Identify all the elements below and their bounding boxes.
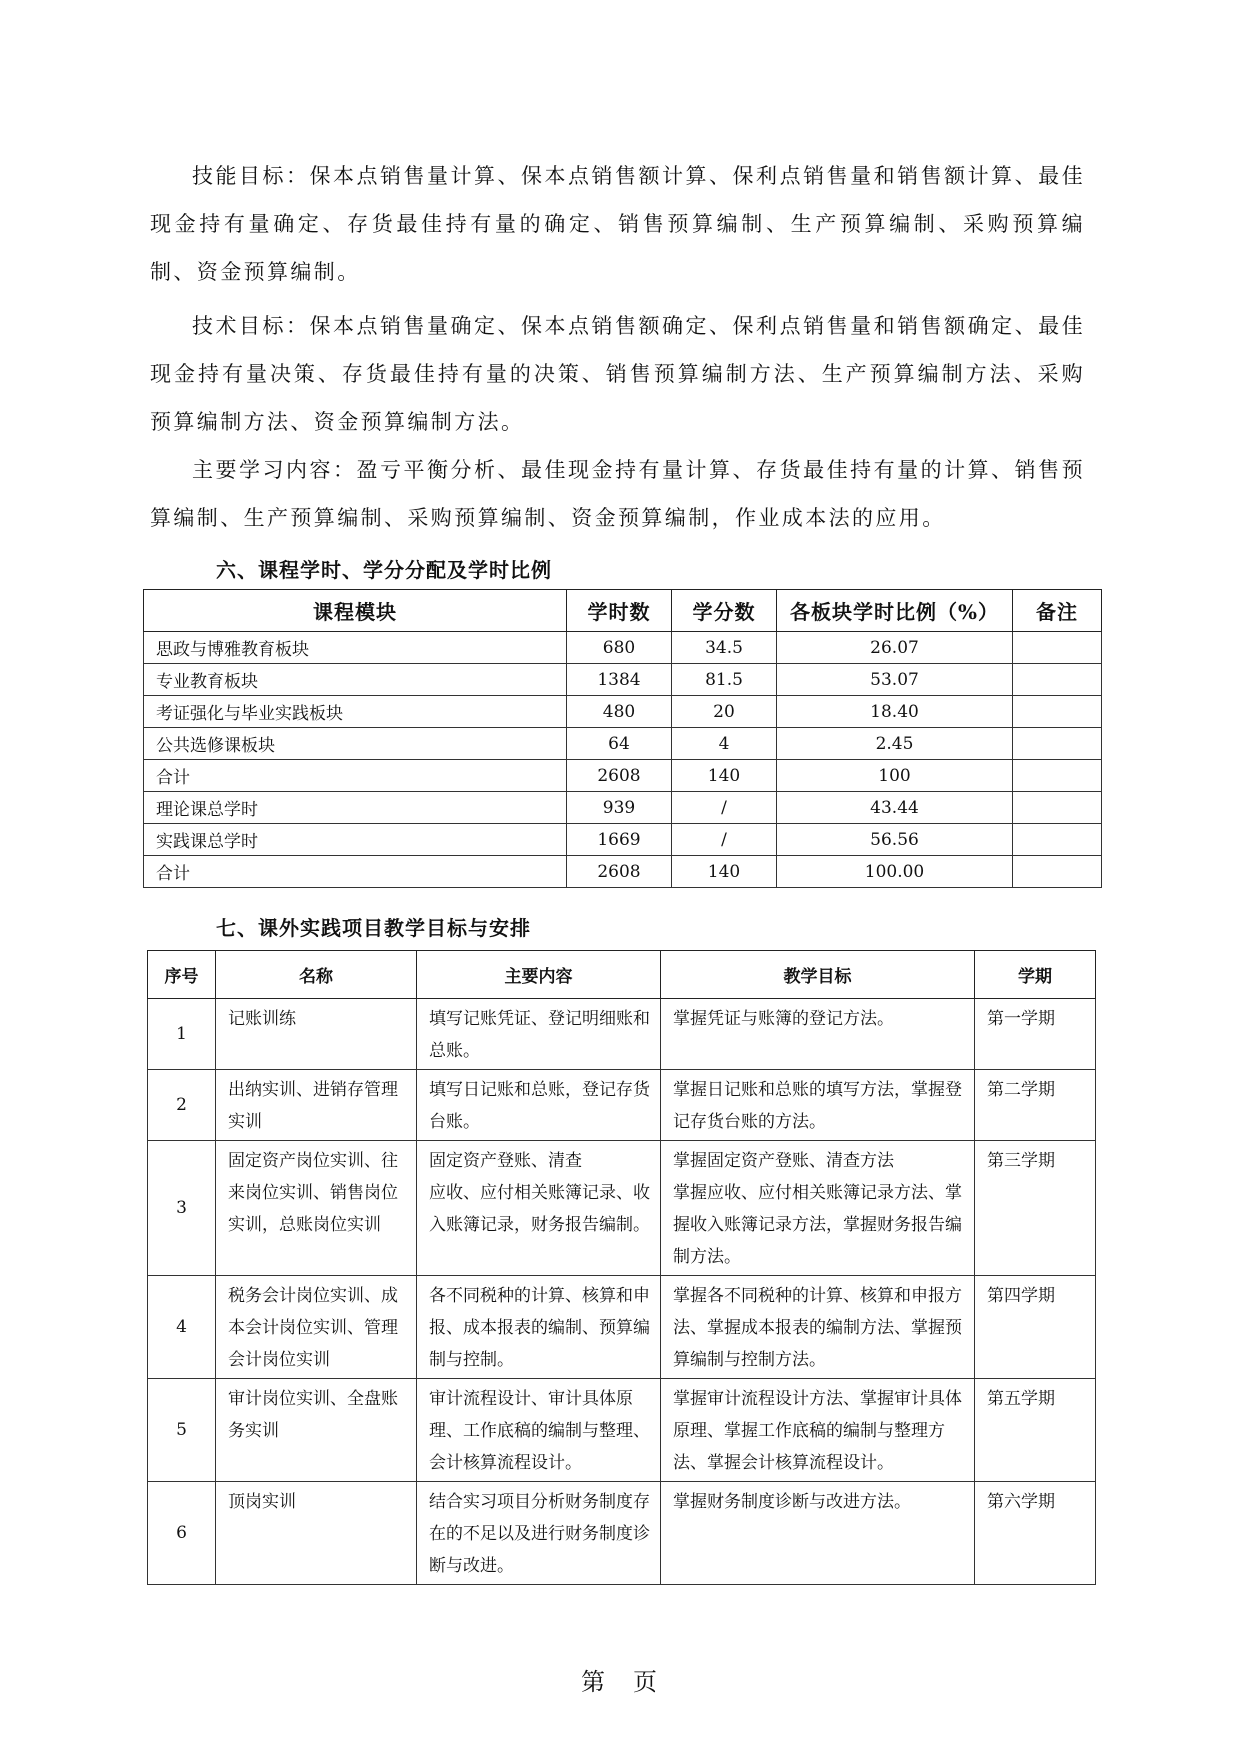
table-cell: 掌握日记账和总账的填写方法，掌握登记存货台账的方法。 xyxy=(661,1070,975,1141)
table-cell xyxy=(1013,664,1102,696)
table-cell: 合计 xyxy=(144,760,567,792)
table-row xyxy=(148,1070,1096,1141)
table-row xyxy=(148,1482,1096,1585)
page-footer: 第 页 xyxy=(581,1668,659,1696)
table-cell: 结合实习项目分析财务制度存在的不足以及进行财务制度诊断与改进。 xyxy=(417,1482,661,1585)
table-cell: 考证强化与毕业实践板块 xyxy=(144,696,567,728)
main-content-paragraph: 主要学习内容：盈亏平衡分析、最佳现金持有量计算、存货最佳持有量的计算、销售预算编制、生产预算编制、采购预算编制、资金预算编制，作业成本法的应用。 xyxy=(150,458,1085,530)
practice-projects-table-body xyxy=(148,999,1096,1585)
table-cell xyxy=(1013,760,1102,792)
tech-goal-paragraph: 技术目标：保本点销售量确定、保本点销售额确定、保利点销售量和销售额确定、最佳现金持有量决策、存货最佳持有量的决策、销售预算编制方法、生产预算编制方法、采购预算编制方法、资金预算编制方法。 xyxy=(150,314,1085,434)
table-cell xyxy=(1013,728,1102,760)
table-cell: 2 xyxy=(148,1070,216,1141)
table-row xyxy=(144,856,1102,888)
table-cell: 记账训练 xyxy=(216,999,417,1070)
table-row xyxy=(144,792,1102,824)
table-cell: 140 xyxy=(672,856,777,888)
table-cell: 实践课总学时 xyxy=(144,824,567,856)
table-cell: 480 xyxy=(567,696,672,728)
column-header: 名称 xyxy=(216,951,417,999)
table-cell: 4 xyxy=(672,728,777,760)
table-cell: 81.5 xyxy=(672,664,777,696)
table-cell: 掌握固定资产登账、清查方法 掌握应收、应付相关账簿记录方法、掌握收入账簿记录方法，掌握财务报告编制方法。 xyxy=(661,1141,975,1276)
table-cell: 专业教育板块 xyxy=(144,664,567,696)
table-cell: 顶岗实训 xyxy=(216,1482,417,1585)
table-cell: 固定资产岗位实训、往来岗位实训、销售岗位实训，总账岗位实训 xyxy=(216,1141,417,1276)
table-cell: 掌握凭证与账簿的登记方法。 xyxy=(661,999,975,1070)
table-header-row xyxy=(148,951,1096,999)
column-header: 备注 xyxy=(1013,590,1102,632)
table-cell: 固定资产登账、清查 应收、应付相关账簿记录、收入账簿记录，财务报告编制。 xyxy=(417,1141,661,1276)
table-cell: 100.00 xyxy=(777,856,1013,888)
table-cell xyxy=(1013,824,1102,856)
table-row xyxy=(144,760,1102,792)
credit-hours-table xyxy=(143,589,1102,888)
table-row xyxy=(144,664,1102,696)
table-cell: 第二学期 xyxy=(975,1070,1096,1141)
table-cell: 53.07 xyxy=(777,664,1013,696)
table-cell: 1669 xyxy=(567,824,672,856)
table-cell: / xyxy=(672,792,777,824)
table-cell: 939 xyxy=(567,792,672,824)
table-cell: 填写日记账和总账，登记存货台账。 xyxy=(417,1070,661,1141)
table-cell: 43.44 xyxy=(777,792,1013,824)
table-cell: 6 xyxy=(148,1482,216,1585)
table-row xyxy=(148,1379,1096,1482)
table-cell: 2608 xyxy=(567,760,672,792)
table-cell: 100 xyxy=(777,760,1013,792)
table-cell: 18.40 xyxy=(777,696,1013,728)
practice-projects-table xyxy=(147,950,1096,1585)
table-cell xyxy=(1013,632,1102,664)
table-row xyxy=(148,1141,1096,1276)
column-header: 各板块学时比例（%） xyxy=(777,590,1013,632)
table-cell: 掌握各不同税种的计算、核算和申报方法、掌握成本报表的编制方法、掌握预算编制与控制方法。 xyxy=(661,1276,975,1379)
column-header: 序号 xyxy=(148,951,216,999)
table-cell: 税务会计岗位实训、成本会计岗位实训、管理会计岗位实训 xyxy=(216,1276,417,1379)
column-header: 课程模块 xyxy=(144,590,567,632)
table-cell: 审计流程设计、审计具体原理、工作底稿的编制与整理、会计核算流程设计。 xyxy=(417,1379,661,1482)
table-cell: 第六学期 xyxy=(975,1482,1096,1585)
table-cell: 64 xyxy=(567,728,672,760)
table-cell: / xyxy=(672,824,777,856)
table-cell xyxy=(1013,856,1102,888)
table-cell: 140 xyxy=(672,760,777,792)
table-cell: 2.45 xyxy=(777,728,1013,760)
table-cell: 第一学期 xyxy=(975,999,1096,1070)
column-header: 学期 xyxy=(975,951,1096,999)
table-cell: 第五学期 xyxy=(975,1379,1096,1482)
table-cell: 第三学期 xyxy=(975,1141,1096,1276)
table-row xyxy=(144,632,1102,664)
table-cell: 第四学期 xyxy=(975,1276,1096,1379)
table-cell: 1 xyxy=(148,999,216,1070)
skill-goal-paragraph: 技能目标：保本点销售量计算、保本点销售额计算、保利点销售量和销售额计算、最佳现金持有量确定、存货最佳持有量的确定、销售预算编制、生产预算编制、采购预算编制、资金预算编制。 xyxy=(150,164,1085,284)
table-cell: 掌握审计流程设计方法、掌握审计具体原理、掌握工作底稿的编制与整理方法、掌握会计核算流程设计。 xyxy=(661,1379,975,1482)
table-cell: 680 xyxy=(567,632,672,664)
table-cell xyxy=(1013,792,1102,824)
table-cell: 2608 xyxy=(567,856,672,888)
table-cell: 26.07 xyxy=(777,632,1013,664)
table-cell: 34.5 xyxy=(672,632,777,664)
section7-title: 七、课外实践项目教学目标与安排 xyxy=(216,916,531,940)
table-cell: 5 xyxy=(148,1379,216,1482)
table-cell: 出纳实训、进销存管理实训 xyxy=(216,1070,417,1141)
table-cell: 公共选修课板块 xyxy=(144,728,567,760)
table-cell xyxy=(1013,696,1102,728)
table-row xyxy=(144,696,1102,728)
table-cell: 掌握财务制度诊断与改进方法。 xyxy=(661,1482,975,1585)
table-cell: 合计 xyxy=(144,856,567,888)
table-cell: 填写记账凭证、登记明细账和总账。 xyxy=(417,999,661,1070)
table-cell: 理论课总学时 xyxy=(144,792,567,824)
section6-title: 六、课程学时、学分分配及学时比例 xyxy=(216,558,552,582)
column-header: 学分数 xyxy=(672,590,777,632)
table-header-row xyxy=(144,590,1102,632)
table-cell: 审计岗位实训、全盘账务实训 xyxy=(216,1379,417,1482)
table-row xyxy=(148,999,1096,1070)
table-row xyxy=(144,728,1102,760)
table-cell: 56.56 xyxy=(777,824,1013,856)
column-header: 主要内容 xyxy=(417,951,661,999)
table-row xyxy=(144,824,1102,856)
table-cell: 4 xyxy=(148,1276,216,1379)
table-cell: 各不同税种的计算、核算和申报、成本报表的编制、预算编制与控制。 xyxy=(417,1276,661,1379)
table-row xyxy=(148,1276,1096,1379)
column-header: 学时数 xyxy=(567,590,672,632)
table-cell: 20 xyxy=(672,696,777,728)
column-header: 教学目标 xyxy=(661,951,975,999)
table-cell: 1384 xyxy=(567,664,672,696)
credit-hours-table-body xyxy=(144,632,1102,888)
table-cell: 思政与博雅教育板块 xyxy=(144,632,567,664)
table-cell: 3 xyxy=(148,1141,216,1276)
